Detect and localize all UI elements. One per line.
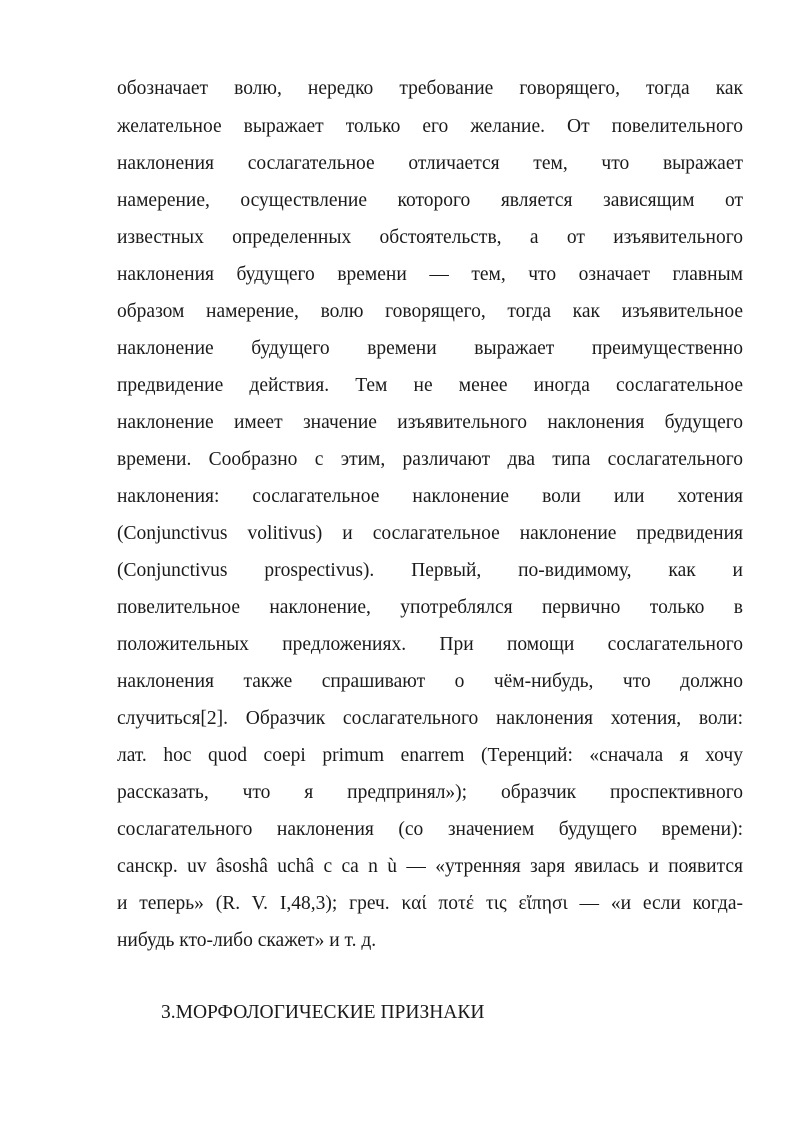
paragraph-line: обозначает волю, нередко требование говорящего, тогда как: [117, 78, 743, 99]
paragraph-line: сослагательного наклонения (со значением будущего времени):: [117, 819, 743, 840]
paragraph-line: известных определенных обстоятельств, а от изъявительного: [117, 227, 743, 248]
paragraph-line: времени. Сообразно с этим, различают два типа сослагательного: [117, 449, 743, 470]
paragraph-line: (Conjunctivus prospectivus). Первый, по-видимому, как и: [117, 560, 743, 581]
paragraph-line: предвидение действия. Тем не менее иногда сослагательное: [117, 375, 743, 396]
paragraph-line: санскр. uv âsoshâ uchâ c ca n ù — «утренняя заря явилась и появится: [117, 856, 743, 877]
paragraph-line: наклонение будущего времени выражает преимущественно: [117, 338, 743, 359]
paragraph-line: наклонения также спрашивают о чём-нибудь, что должно: [117, 671, 743, 692]
paragraph-line: наклонение имеет значение изъявительного наклонения будущего: [117, 412, 743, 433]
paragraph-line: наклонения сослагательное отличается тем, что выражает: [117, 153, 743, 174]
paragraph-line: случиться[2]. Образчик сослагательного наклонения хотения, воли:: [117, 708, 743, 729]
section-heading: 3.МОРФОЛОГИЧЕСКИЕ ПРИЗНАКИ: [161, 1002, 485, 1023]
paragraph-line: образом намерение, волю говорящего, тогда как изъявительное: [117, 301, 743, 322]
paragraph-line: положительных предложениях. При помощи сослагательного: [117, 634, 743, 655]
paragraph-line: и теперь» (R. V. I,48,3); греч. καί ποτέ τις εἴπησι — «и если когда-: [117, 893, 743, 914]
paragraph-line: желательное выражает только его желание. От повелительного: [117, 116, 743, 137]
paragraph-line: рассказать, что я предпринял»); образчик проспективного: [117, 782, 743, 803]
paragraph-line: наклонения будущего времени — тем, что означает главным: [117, 264, 743, 285]
paragraph-line: повелительное наклонение, употреблялся первично только в: [117, 597, 743, 618]
paragraph-line: намерение, осуществление которого является зависящим от: [117, 190, 743, 211]
paragraph-line: наклонения: сослагательное наклонение воли или хотения: [117, 486, 743, 507]
paragraph-line: нибудь кто-либо скажет» и т. д.: [117, 930, 377, 951]
paragraph-line: (Conjunctivus volitivus) и сослагательное наклонение предвидения: [117, 523, 743, 544]
paragraph-line: лат. hoc quod coepi primum enarrem (Теренций: «сначала я хочу: [117, 745, 743, 766]
